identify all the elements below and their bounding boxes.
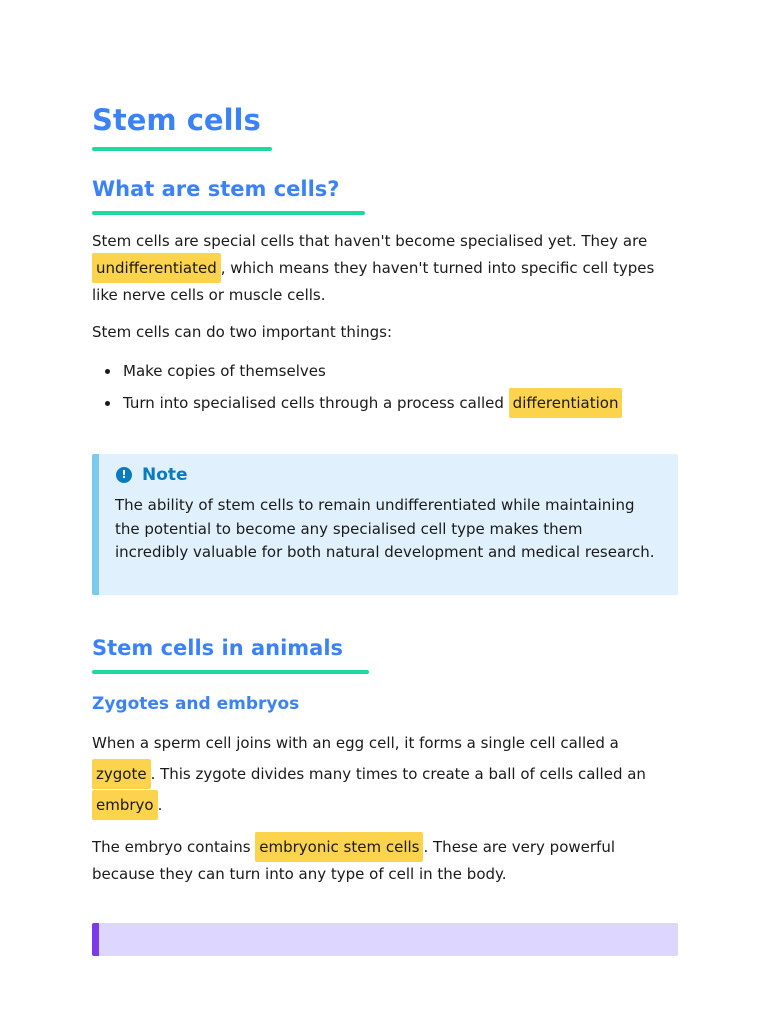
note-accent-bar (92, 454, 99, 595)
list-item (92, 390, 682, 422)
paragraph-embryonic-stem-cells (92, 834, 682, 888)
text: When a sperm cell joins with an egg cell, it forms a single cell called a (92, 734, 619, 752)
note-header (116, 463, 188, 487)
highlight-term-differentiation: differentiation (509, 388, 623, 418)
text: . This zygote divides many times to create a ball of cells called an (150, 765, 646, 783)
info-exclamation-icon: ! (116, 467, 132, 483)
list-item (92, 358, 682, 390)
title-underline (92, 147, 272, 151)
highlight-term-undifferentiated: undifferentiated (92, 253, 221, 283)
callout-box-purple (92, 923, 678, 956)
text: Make copies of themselves (123, 362, 326, 380)
text: The embryo contains (92, 838, 256, 856)
highlight-term-embryonic-stem-cells: embryonic stem cells (255, 832, 423, 862)
subheading-zygotes-and-embryos: Zygotes and embryos (92, 694, 300, 714)
bullet-list (92, 358, 682, 422)
page-title: Stem cells (92, 103, 261, 137)
highlight-term-zygote: zygote (92, 759, 151, 789)
section-heading-what-are-stem-cells: What are stem cells? (92, 177, 340, 201)
note-title: Note (142, 465, 188, 485)
section-heading-underline (92, 670, 369, 674)
paragraph-two-things: Stem cells can do two important things: (92, 323, 393, 341)
text: Turn into specialised cells through a process called (123, 394, 509, 412)
text: , which means they haven't turned into specific cell types like nerve cells or muscle cells. (92, 259, 655, 304)
paragraph-definition (92, 228, 682, 309)
note-callout (92, 454, 678, 595)
text: . (157, 796, 163, 814)
text: Stem cells are special cells that haven't become specialised yet. They are (92, 232, 648, 250)
highlight-term-embryo: embryo (92, 790, 158, 820)
paragraph-zygote (92, 728, 682, 821)
section-heading-stem-cells-in-animals: Stem cells in animals (92, 636, 344, 660)
callout-accent-bar (92, 923, 99, 956)
section-heading-underline (92, 211, 365, 215)
text: . These are very powerful because they can turn into any type of cell in the body. (92, 838, 615, 883)
note-body: The ability of stem cells to remain undifferentiated while maintaining the potential to become any specialised cell type makes them incredibly valuable for both natural development and medical research. (115, 496, 655, 561)
